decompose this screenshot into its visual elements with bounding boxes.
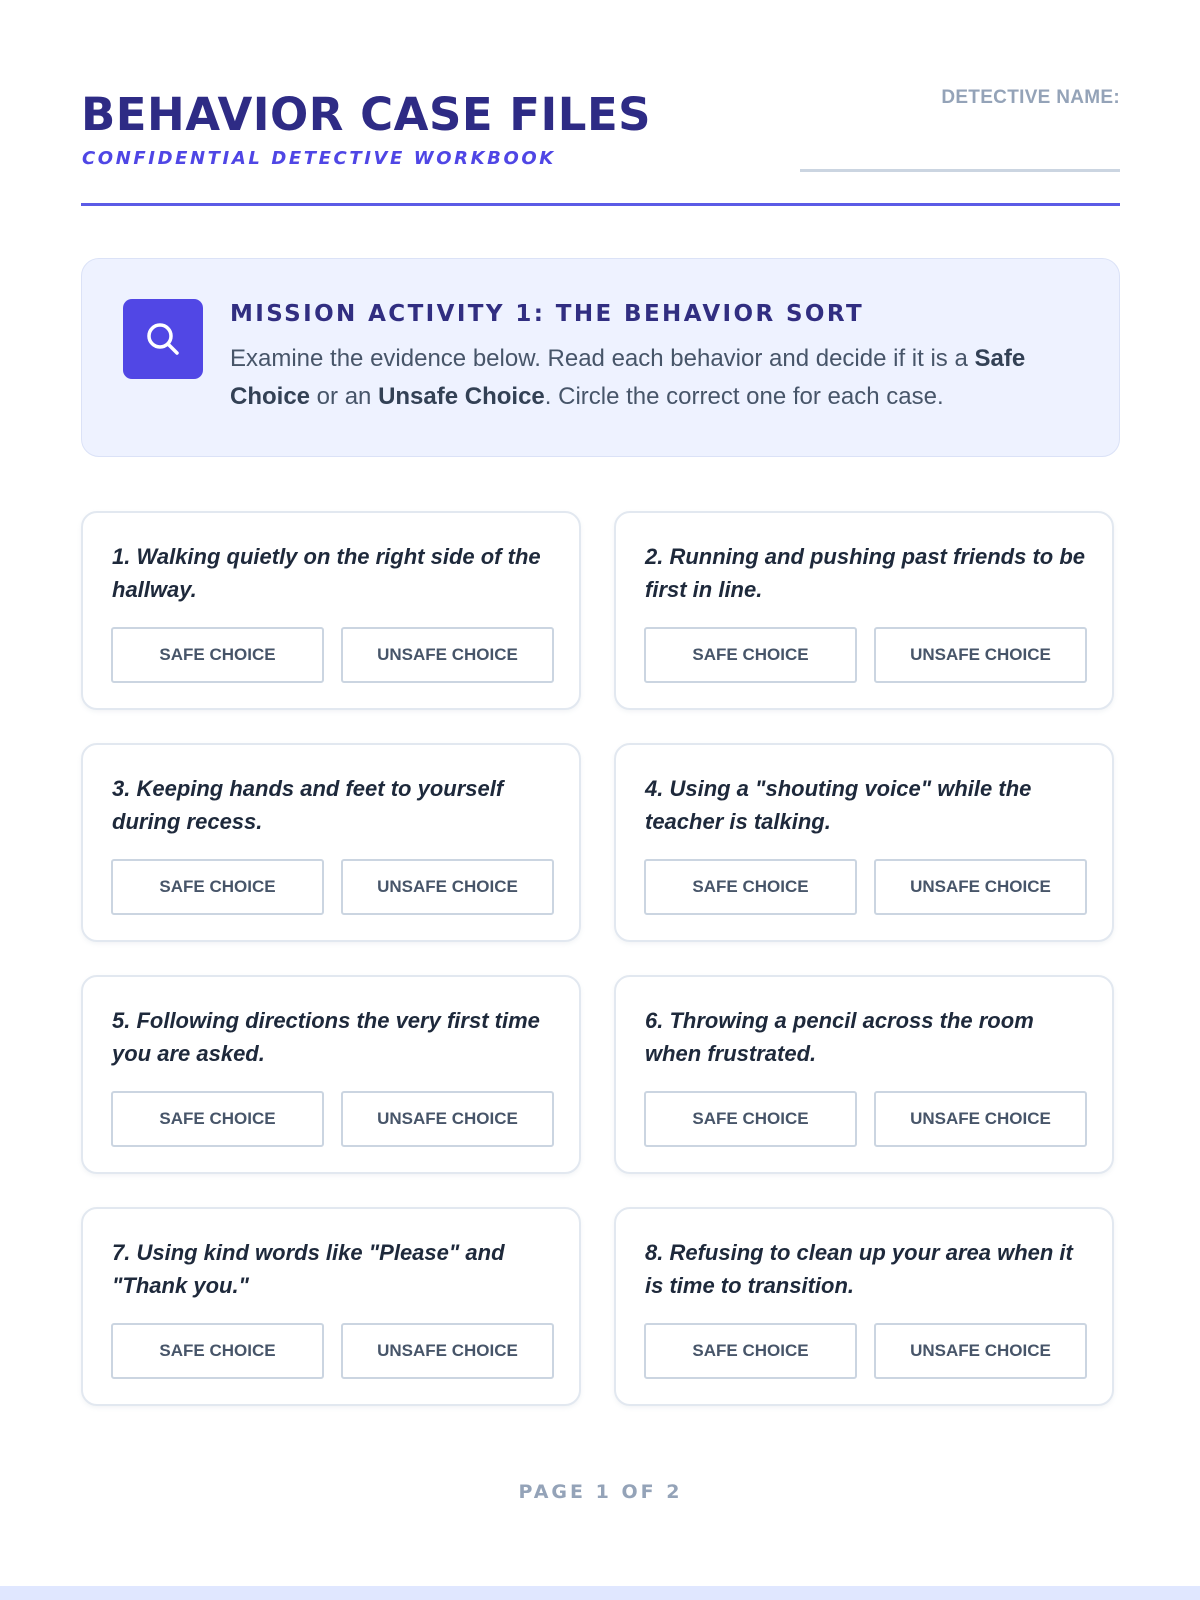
mission-text-part: or an: [310, 383, 379, 410]
case-card-7: [81, 1207, 581, 1406]
case-card-8: [614, 1207, 1114, 1406]
case-card-3: [81, 743, 581, 942]
case-text: 7. Using kind words like "Please" and "Thank you.": [112, 1240, 505, 1298]
case-text: 4. Using a "shouting voice" while the teacher is talking.: [645, 776, 1032, 834]
safe-choice-button[interactable]: SAFE CHOICE: [111, 1323, 324, 1379]
unsafe-choice-button[interactable]: UNSAFE CHOICE: [874, 1091, 1087, 1147]
case-card-5: [81, 975, 581, 1174]
safe-choice-button[interactable]: SAFE CHOICE: [644, 627, 857, 683]
page-title: BEHAVIOR CASE FILES: [81, 88, 652, 141]
detective-name-block: [800, 88, 1120, 174]
unsafe-choice-button[interactable]: UNSAFE CHOICE: [341, 1323, 554, 1379]
bottom-accent-bar: [0, 1586, 1200, 1600]
safe-choice-button[interactable]: SAFE CHOICE: [111, 1091, 324, 1147]
detective-name-label: DETECTIVE NAME:: [941, 87, 1120, 108]
unsafe-choice-button[interactable]: UNSAFE CHOICE: [341, 627, 554, 683]
safe-choice-button[interactable]: SAFE CHOICE: [644, 1091, 857, 1147]
mission-box: [81, 258, 1120, 457]
safe-choice-term: Safe Choice: [230, 345, 1026, 410]
unsafe-choice-term: Unsafe Choice: [378, 383, 545, 410]
case-card-4: [614, 743, 1114, 942]
safe-choice-button[interactable]: SAFE CHOICE: [644, 1323, 857, 1379]
case-card-6: [614, 975, 1114, 1174]
mission-instructions: [230, 340, 1080, 416]
case-text: 5. Following directions the very first time you are asked.: [112, 1008, 540, 1066]
search-icon: [123, 299, 203, 379]
detective-name-line[interactable]: [800, 169, 1120, 172]
unsafe-choice-button[interactable]: UNSAFE CHOICE: [874, 627, 1087, 683]
worksheet-page: [81, 0, 1120, 1586]
unsafe-choice-button[interactable]: UNSAFE CHOICE: [874, 859, 1087, 915]
safe-choice-button[interactable]: SAFE CHOICE: [111, 859, 324, 915]
unsafe-choice-button[interactable]: UNSAFE CHOICE: [341, 1091, 554, 1147]
case-card-2: [614, 511, 1114, 710]
case-text: 8. Refusing to clean up your area when it is time to transition.: [645, 1240, 1073, 1298]
page-number: PAGE 1 OF 2: [518, 1481, 683, 1503]
safe-choice-button[interactable]: SAFE CHOICE: [644, 859, 857, 915]
case-text: 3. Keeping hands and feet to yourself during recess.: [112, 776, 504, 834]
safe-choice-button[interactable]: SAFE CHOICE: [111, 627, 324, 683]
page-subtitle: CONFIDENTIAL DETECTIVE WORKBOOK: [82, 148, 556, 169]
mission-text-part: Examine the evidence below. Read each behavior and decide if it is a: [230, 345, 975, 372]
unsafe-choice-button[interactable]: UNSAFE CHOICE: [874, 1323, 1087, 1379]
page-header: [81, 88, 1120, 206]
mission-text-part: . Circle the correct one for each case.: [544, 383, 944, 410]
case-text: 6. Throwing a pencil across the room when frustrated.: [645, 1008, 1034, 1066]
case-text: 2. Running and pushing past friends to be first in line.: [645, 544, 1085, 602]
case-text: 1. Walking quietly on the right side of the hallway.: [112, 544, 541, 602]
unsafe-choice-button[interactable]: UNSAFE CHOICE: [341, 859, 554, 915]
mission-title: MISSION ACTIVITY 1: THE BEHAVIOR SORT: [230, 301, 865, 327]
case-card-1: [81, 511, 581, 710]
